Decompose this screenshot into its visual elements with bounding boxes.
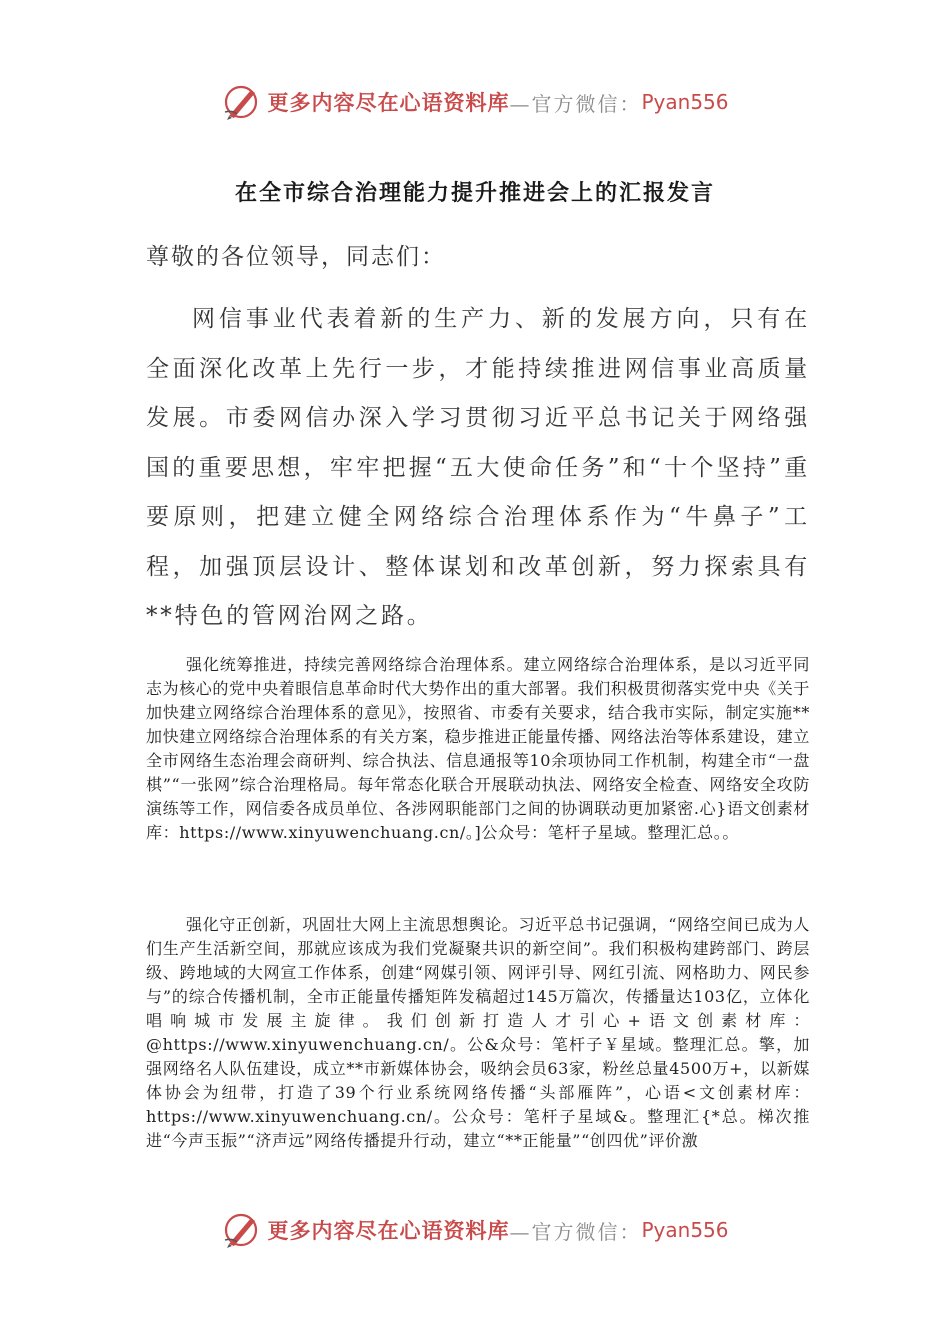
banner-text: 更多内容尽在心语资料库: [267, 90, 510, 115]
banner-wechat-id: Pyan556: [641, 90, 729, 114]
banner-label: —官方微信：: [509, 1219, 642, 1244]
lead-paragraph: 网信事业代表着新的生产力、新的发展方向，只有在全面深化改革上先行一步，才能持续推进网信事业高质量发展。市委网信办深入学习贯彻习近平总书记关于网络强国的重要思想，牢牢把握“五大使命任务”和“十个坚持”重要原则，把建立健全网络综合治理体系作为“牛鼻子”工程，加强顶层设计、整体谋划和改革创新，努力探索具有**特色的管网治网之路。: [146, 306, 810, 629]
banner-text: 更多内容尽在心语资料库: [267, 1218, 510, 1243]
header-banner: [0, 80, 950, 124]
body-paragraph-1: 强化统筹推进，持续完善网络综合治理体系。建立网络综合治理体系，是以习近平同志为核心的党中央着眼信息革命时代大势作出的重大部署。我们积极贯彻落实党中央《关于加快建立网络综合治理体系的意见》，按照省、市委有关要求，结合我市实际，制定实施**加快建立网络综合治理体系的有关方案，稳步推进正能量传播、网络法治等体系建设，建立全市网络生态治理会商研判、综合执法、信息通报等10余项协同工作机制，构建全市“一盘棋”“一张网”综合治理格局。每年常态化联合开展联动执法、网络安全检查、网络安全攻防演练等工作，网信委各成员单位、各涉网职能部门之间的协调联动更加紧密.心}语文创素材库：https://www.xinyuwenchuang.cn/。]公众号：笔杆子星域。整理汇总。。: [146, 655, 811, 842]
greeting: 尊敬的各位领导，同志们：: [146, 244, 446, 270]
pen-logo-icon: [221, 82, 263, 122]
body-paragraph-2: 强化守正创新，巩固壮大网上主流思想舆论。习近平总书记强调，“网络空间已成为人们生产生活新空间，那就应该成为我们党凝聚共识的新空间”。我们积极构建跨部门、跨层级、跨地域的大网宣工作体系，创建“网媒引领、网评引导、网红引流、网格助力、网民参与”的综合传播机制，全市正能量传播矩阵发稿超过145万篇次，传播量达103亿，立体化唱响城市发展主旋律。我们创新打造人才引心+语文创素材库：@https://www.xinyuwenchuang.cn/。公&众号：笔杆子￥星域。整理汇总。擎，加强网络名人队伍建设，成立**市新媒体协会，吸纳会员63家，粉丝总量4500万+，以新媒体协会为纽带，打造了39个行业系统网络传播“头部雁阵”，心语<文创素材库：https://www.xinyuwenchuang.cn/。公众号：笔杆子星域&。整理汇{*总。梯次推进“今声玉振”“济声远”网络传播提升行动，建立“**正能量”“创四优”评价激: [146, 915, 810, 1150]
banner-wechat-id: Pyan556: [641, 1218, 729, 1242]
footer-banner: [0, 1208, 950, 1252]
banner-label: —官方微信：: [509, 91, 642, 116]
pen-logo-icon: [221, 1210, 263, 1250]
document-title: 在全市综合治理能力提升推进会上的汇报发言: [234, 180, 715, 206]
